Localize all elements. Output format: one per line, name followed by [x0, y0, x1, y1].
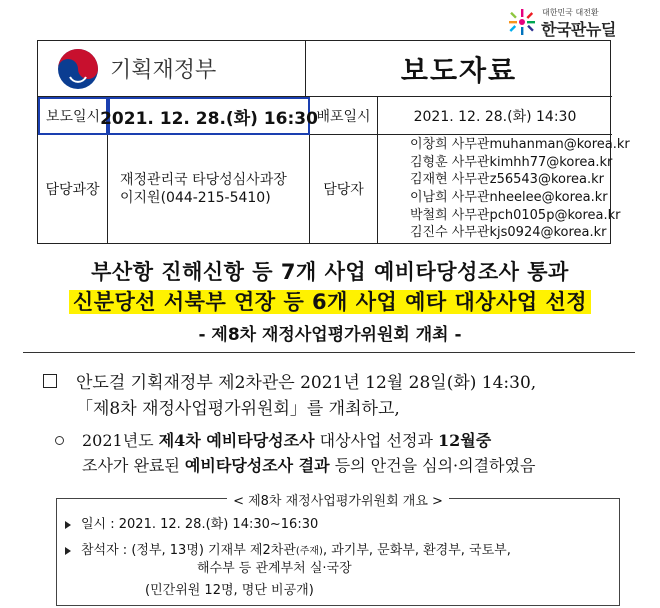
- staff-name: 김재현 사무관: [410, 172, 490, 188]
- staff-row: [410, 136, 630, 154]
- headline-secondary: [0, 286, 660, 316]
- staff-label: 담당자: [310, 135, 378, 243]
- staff-name: 김형훈 사무관: [410, 154, 490, 170]
- body-paragraph-1-line-1: 안도걸 기획재정부 제2차관은 2021년 12월 28일(화) 14:30,: [76, 373, 537, 393]
- ministry-name: 기획재정부: [110, 58, 217, 83]
- brand-subtitle: 대한민국 대전환: [542, 8, 599, 17]
- department-head-label: 담당과장: [38, 135, 108, 243]
- release-date-label: 보도일시: [38, 97, 108, 135]
- department-head-value: [108, 135, 310, 243]
- new-deal-logo-icon: [508, 8, 536, 36]
- body-paragraph-2-line-2: 조사가 완료된 예비타당성조사 결과 등의 안건을 심의·의결하였음: [82, 456, 536, 475]
- square-bullet-icon: [43, 374, 57, 388]
- press-release-header-table: [37, 40, 630, 244]
- staff-name: 박철희 사무관: [410, 207, 490, 223]
- government-emblem-icon: [56, 47, 100, 91]
- headline-secondary-text: 신분당선 서북부 연장 등 6개 사업 예타 대상사업 선정: [69, 290, 591, 314]
- ministry-logo-cell: [38, 41, 306, 97]
- circle-bullet-icon: [55, 436, 64, 445]
- department-head-contact: 이지원(044-215-5410): [120, 190, 271, 206]
- staff-email[interactable]: kjs0924@korea.kr: [489, 225, 607, 241]
- staff-name: 이창희 사무관: [410, 137, 490, 153]
- triangle-bullet-icon: [65, 521, 71, 529]
- section-divider: [23, 352, 635, 353]
- staff-name: 김진수 사무관: [410, 225, 490, 241]
- staff-row: [410, 224, 608, 242]
- staff-list: [378, 135, 630, 243]
- staff-row: [410, 189, 608, 207]
- body-paragraph-2-line-1: 2021년도 제4차 예비타당성조사 대상사업 선정과 12월중: [82, 431, 492, 450]
- headline-main: 부산항 진해신항 등 7개 사업 예비타당성조사 통과: [91, 260, 569, 284]
- staff-row: [410, 207, 621, 225]
- headline-sub: - 제8차 재정사업평가위원회 개최 -: [198, 325, 462, 345]
- document-title: 보도자료: [306, 41, 612, 97]
- distribution-date-value: 2021. 12. 28.(화) 14:30: [378, 97, 612, 135]
- brand-name: 한국판뉴딜: [541, 20, 616, 39]
- overview-date: 일시 : 2021. 12. 28.(화) 14:30~16:30: [65, 513, 318, 532]
- overview-attendees-line-3: (민간위원 12명, 명단 비공개): [145, 583, 314, 598]
- staff-row: [410, 171, 608, 189]
- staff-name: 이남희 사무관: [410, 190, 490, 205]
- staff-email[interactable]: pch0105p@korea.kr: [489, 207, 621, 223]
- staff-row: [410, 154, 613, 172]
- department-name: 재정관리국 타당성심사과장: [120, 172, 287, 188]
- meeting-overview-box: [56, 494, 620, 606]
- staff-email[interactable]: nheelee@korea.kr: [489, 190, 608, 205]
- overview-attendees-line-2: 해수부 등 관계부처 실·국장: [197, 561, 352, 576]
- distribution-date-label: 배포일시: [310, 97, 378, 135]
- staff-email[interactable]: muhanman@korea.kr: [489, 137, 630, 153]
- release-date-value: 2021. 12. 28.(화) 16:30: [108, 97, 310, 135]
- body-paragraph-1-line-2: 「제8차 재정사업평가위원회」를 개최하고,: [76, 399, 400, 419]
- overview-attendees: 참석자 : (정부, 13명) 기재부 제2차관(주재), 과기부, 문화부, 환경부, 국토부,: [65, 539, 511, 558]
- staff-email[interactable]: z56543@korea.kr: [489, 172, 604, 188]
- korean-new-deal-brand: [508, 6, 654, 40]
- staff-email[interactable]: kimhh77@korea.kr: [489, 154, 613, 170]
- overview-title: < 제8차 재정사업평가위원회 개요 >: [57, 490, 619, 509]
- triangle-bullet-icon: [65, 547, 71, 555]
